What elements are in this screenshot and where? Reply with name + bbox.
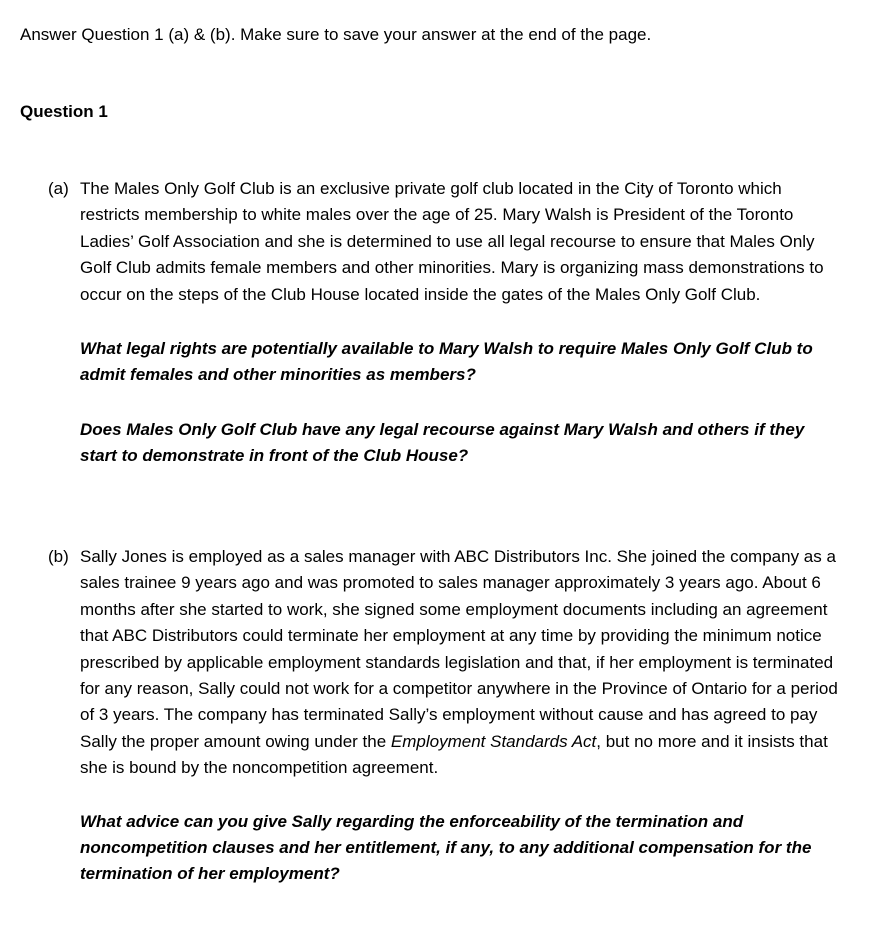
part-b [48, 544, 848, 888]
part-a-paragraph: The Males Only Golf Club is an exclusive private golf club located in the City of Toronto which restricts membership to white males over the age of 25. Mary Walsh is President of the Toronto Ladies’ Golf Association and she is determined to use all legal recourse to ensure that Males Only Golf Club admits female members and other minorities. Mary is organizing mass demonstrations to occur on the steps of the Club House located inside the gates of the Males Only Golf Club. [80, 179, 824, 304]
part-a-label: (a) [48, 179, 69, 198]
part-a-question-1: What legal rights are potentially available to Mary Walsh to require Males Only Golf Club to admit females and other minorities as members? [80, 339, 813, 385]
part-a-question-2: Does Males Only Golf Club have any legal recourse against Mary Walsh and others if they start to demonstrate in front of the Club House? [80, 419, 805, 466]
question-heading: Question 1 [20, 102, 108, 121]
part-b-paragraph-start: Sally Jones is employed as a sales manager with ABC Distributors Inc. She joined the company as a sales trainee 9 years ago and was promoted to sales manager approximately 3 years ago. About 6 months after she started to work, she signed some employment documents including an agreement that ABC Distributors could terminate her employment at any time by providing the minimum notice prescribed by applicable employment standards legislation and that, if her employment is terminated for any reason, Sally could not work for a competitor anywhere in the Province of Ontario for a period of 3 years. The company has terminated Sally’s employment without cause and has agreed to pay Sally the proper amount owing under the [80, 547, 838, 751]
act-name: Employment Standards Act [390, 731, 597, 751]
part-b-paragraph [80, 544, 840, 782]
part-b-body [80, 544, 840, 888]
part-b-question-1: What advice can you give Sally regarding the enforceability of the termination and noncompetition clauses and her entitlement, if any, to any additional compensation for the termination of her employment? [80, 811, 812, 884]
instruction-text: Answer Question 1 (a) & (b). Make sure to save your answer at the end of the page. [20, 25, 652, 44]
part-a-body [80, 176, 840, 470]
part-a [48, 176, 848, 470]
part-b-paragraph-end: , but no more and it insists that she is bound by the noncompetition agreement. [80, 731, 828, 778]
part-b-label: (b) [48, 547, 69, 566]
